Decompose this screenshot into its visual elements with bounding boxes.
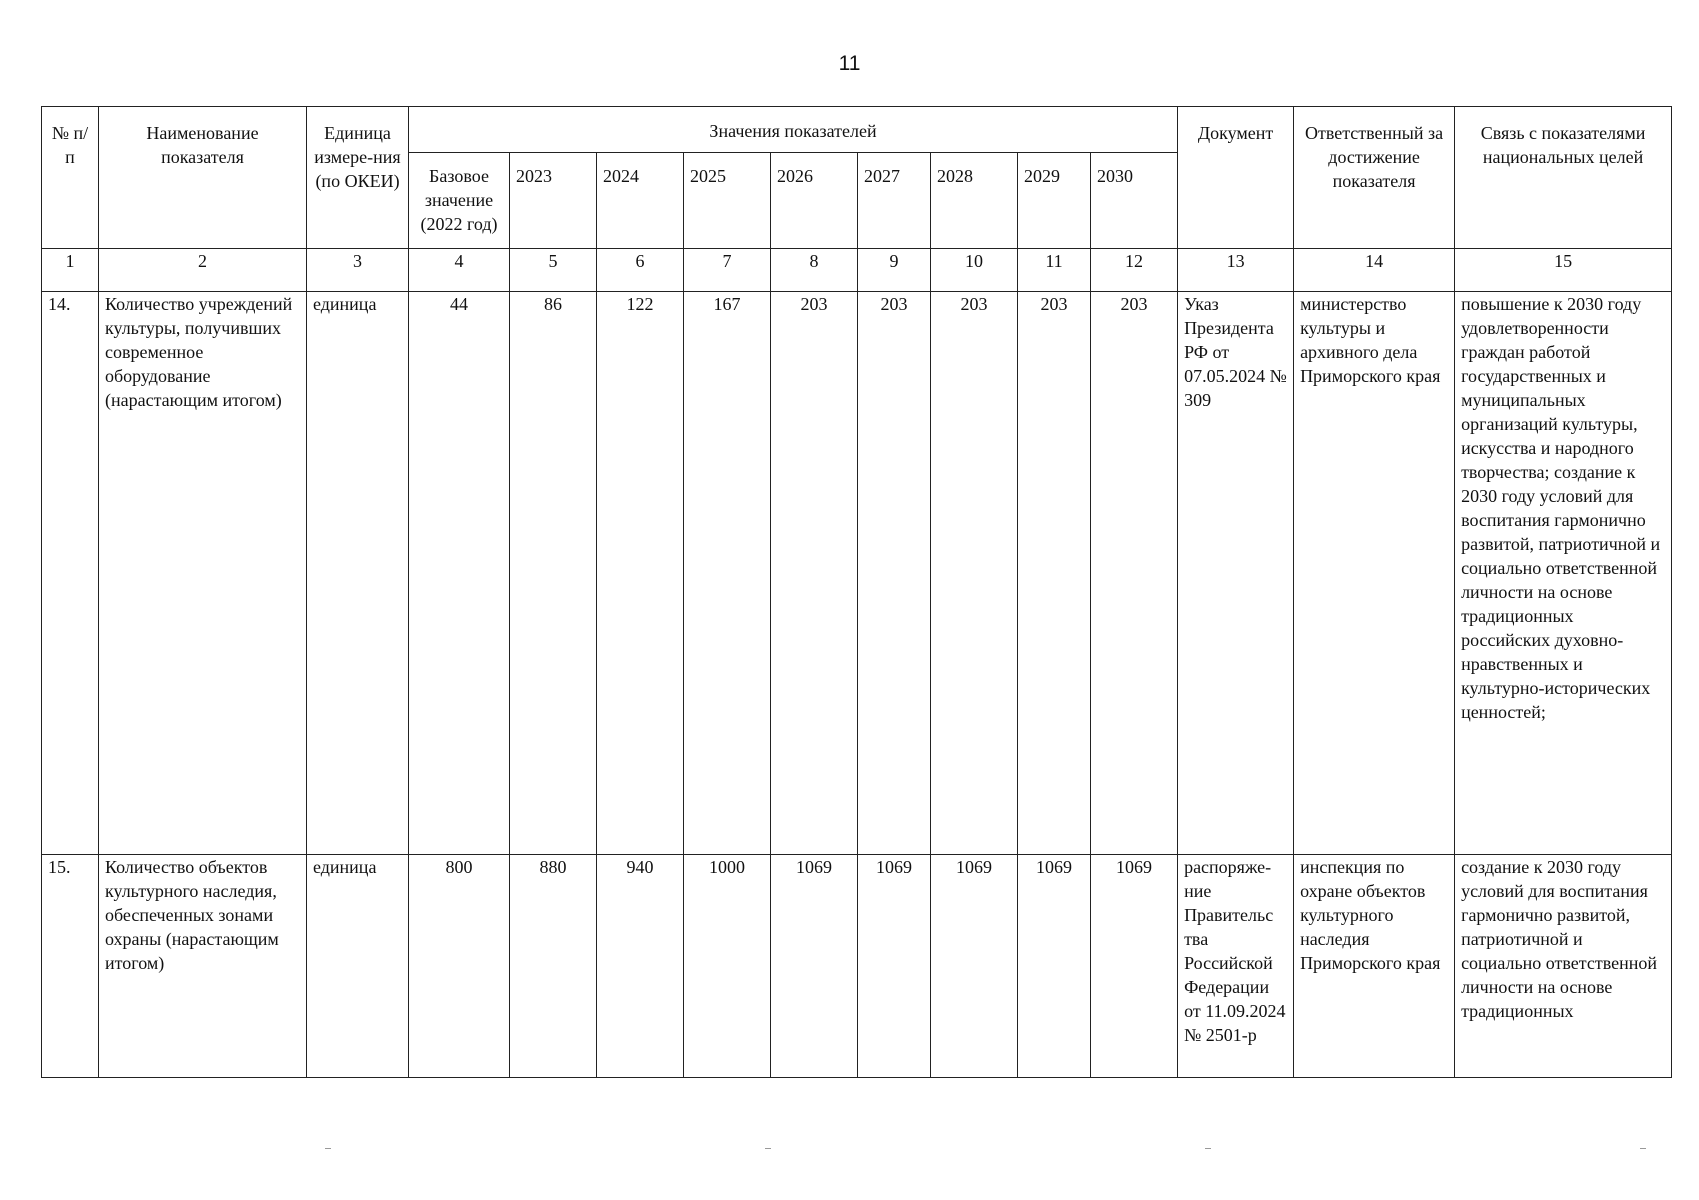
indicator-name: Количество объектов культурного наследия, обеспеченных зонами охраны (нарастающим итогом) <box>99 855 307 1078</box>
value-2026: 203 <box>771 292 858 855</box>
value-base: 44 <box>409 292 510 855</box>
value-2028: 1069 <box>931 855 1018 1078</box>
value-2030: 1069 <box>1091 855 1178 1078</box>
value-2027: 1069 <box>858 855 931 1078</box>
table-row <box>42 292 1672 855</box>
header-year: 2026 <box>771 153 858 249</box>
value-2026: 1069 <box>771 855 858 1078</box>
header-base-value: Базовое значение (2022 год) <box>409 153 510 249</box>
header-year: 2029 <box>1018 153 1091 249</box>
header-document: Документ <box>1178 107 1294 249</box>
column-number: 5 <box>510 249 597 292</box>
row-number: 14. <box>42 292 99 855</box>
column-number: 12 <box>1091 249 1178 292</box>
column-number: 2 <box>99 249 307 292</box>
column-number: 1 <box>42 249 99 292</box>
scan-mark <box>325 1148 331 1151</box>
scan-mark <box>765 1148 771 1151</box>
header-year: 2030 <box>1091 153 1178 249</box>
header-unit: Единица измере-ния (по ОКЕИ) <box>307 107 409 249</box>
header-year: 2027 <box>858 153 931 249</box>
indicator-name: Количество учреждений культуры, получивших современное оборудование (нарастающим итогом) <box>99 292 307 855</box>
value-2023: 86 <box>510 292 597 855</box>
indicator-unit: единица <box>307 855 409 1078</box>
column-number: 15 <box>1455 249 1672 292</box>
column-number: 13 <box>1178 249 1294 292</box>
header-year: 2023 <box>510 153 597 249</box>
indicator-unit: единица <box>307 292 409 855</box>
column-number: 3 <box>307 249 409 292</box>
column-number: 11 <box>1018 249 1091 292</box>
indicator-document: распоряже-ние Правительс тва Российской Федерации от 11.09.2024 № 2501-р <box>1178 855 1294 1078</box>
page-number: 11 <box>838 52 861 75</box>
value-2029: 1069 <box>1018 855 1091 1078</box>
header-year: 2028 <box>931 153 1018 249</box>
indicator-national-goals: повышение к 2030 году удовлетворенности граждан работой государственных и муниципальных организаций культуры, искусства и народного творчества; создание к 2030 году условий для воспитания гармонично развитой, патриотичной и социально ответственной личности на основе традиционных российских духовно-нравственных и культурно-исторических ценностей; <box>1455 292 1672 855</box>
value-2024: 122 <box>597 292 684 855</box>
table-row <box>42 855 1672 1078</box>
value-2025: 1000 <box>684 855 771 1078</box>
value-2027: 203 <box>858 292 931 855</box>
column-number: 9 <box>858 249 931 292</box>
column-numbers-row <box>42 249 1672 292</box>
value-2024: 940 <box>597 855 684 1078</box>
value-2029: 203 <box>1018 292 1091 855</box>
value-base: 800 <box>409 855 510 1078</box>
value-2025: 167 <box>684 292 771 855</box>
header-goals: Связь с показателями национальных целей <box>1455 107 1672 249</box>
scan-mark <box>1205 1148 1211 1151</box>
header-row-1 <box>42 107 1672 153</box>
indicator-national-goals: создание к 2030 году условий для воспитания гармонично развитой, патриотичной и социально ответственной личности на основе традиционных <box>1455 855 1672 1078</box>
scan-mark <box>1640 1148 1646 1151</box>
column-number: 7 <box>684 249 771 292</box>
header-name: Наименование показателя <box>99 107 307 249</box>
column-number: 10 <box>931 249 1018 292</box>
indicator-responsible: министерство культуры и архивного дела Приморского края <box>1294 292 1455 855</box>
value-2028: 203 <box>931 292 1018 855</box>
indicator-document: Указ Президента РФ от 07.05.2024 № 309 <box>1178 292 1294 855</box>
value-2030: 203 <box>1091 292 1178 855</box>
indicator-responsible: инспекция по охране объектов культурного наследия Приморского края <box>1294 855 1455 1078</box>
header-year: 2025 <box>684 153 771 249</box>
column-number: 6 <box>597 249 684 292</box>
header-values-group: Значения показателей <box>409 107 1178 153</box>
header-no: № п/п <box>42 107 99 249</box>
column-number: 14 <box>1294 249 1455 292</box>
row-number: 15. <box>42 855 99 1078</box>
column-number: 4 <box>409 249 510 292</box>
column-number: 8 <box>771 249 858 292</box>
header-responsible: Ответственный за достижение показателя <box>1294 107 1455 249</box>
value-2023: 880 <box>510 855 597 1078</box>
header-year: 2024 <box>597 153 684 249</box>
indicators-table <box>41 106 1672 1078</box>
